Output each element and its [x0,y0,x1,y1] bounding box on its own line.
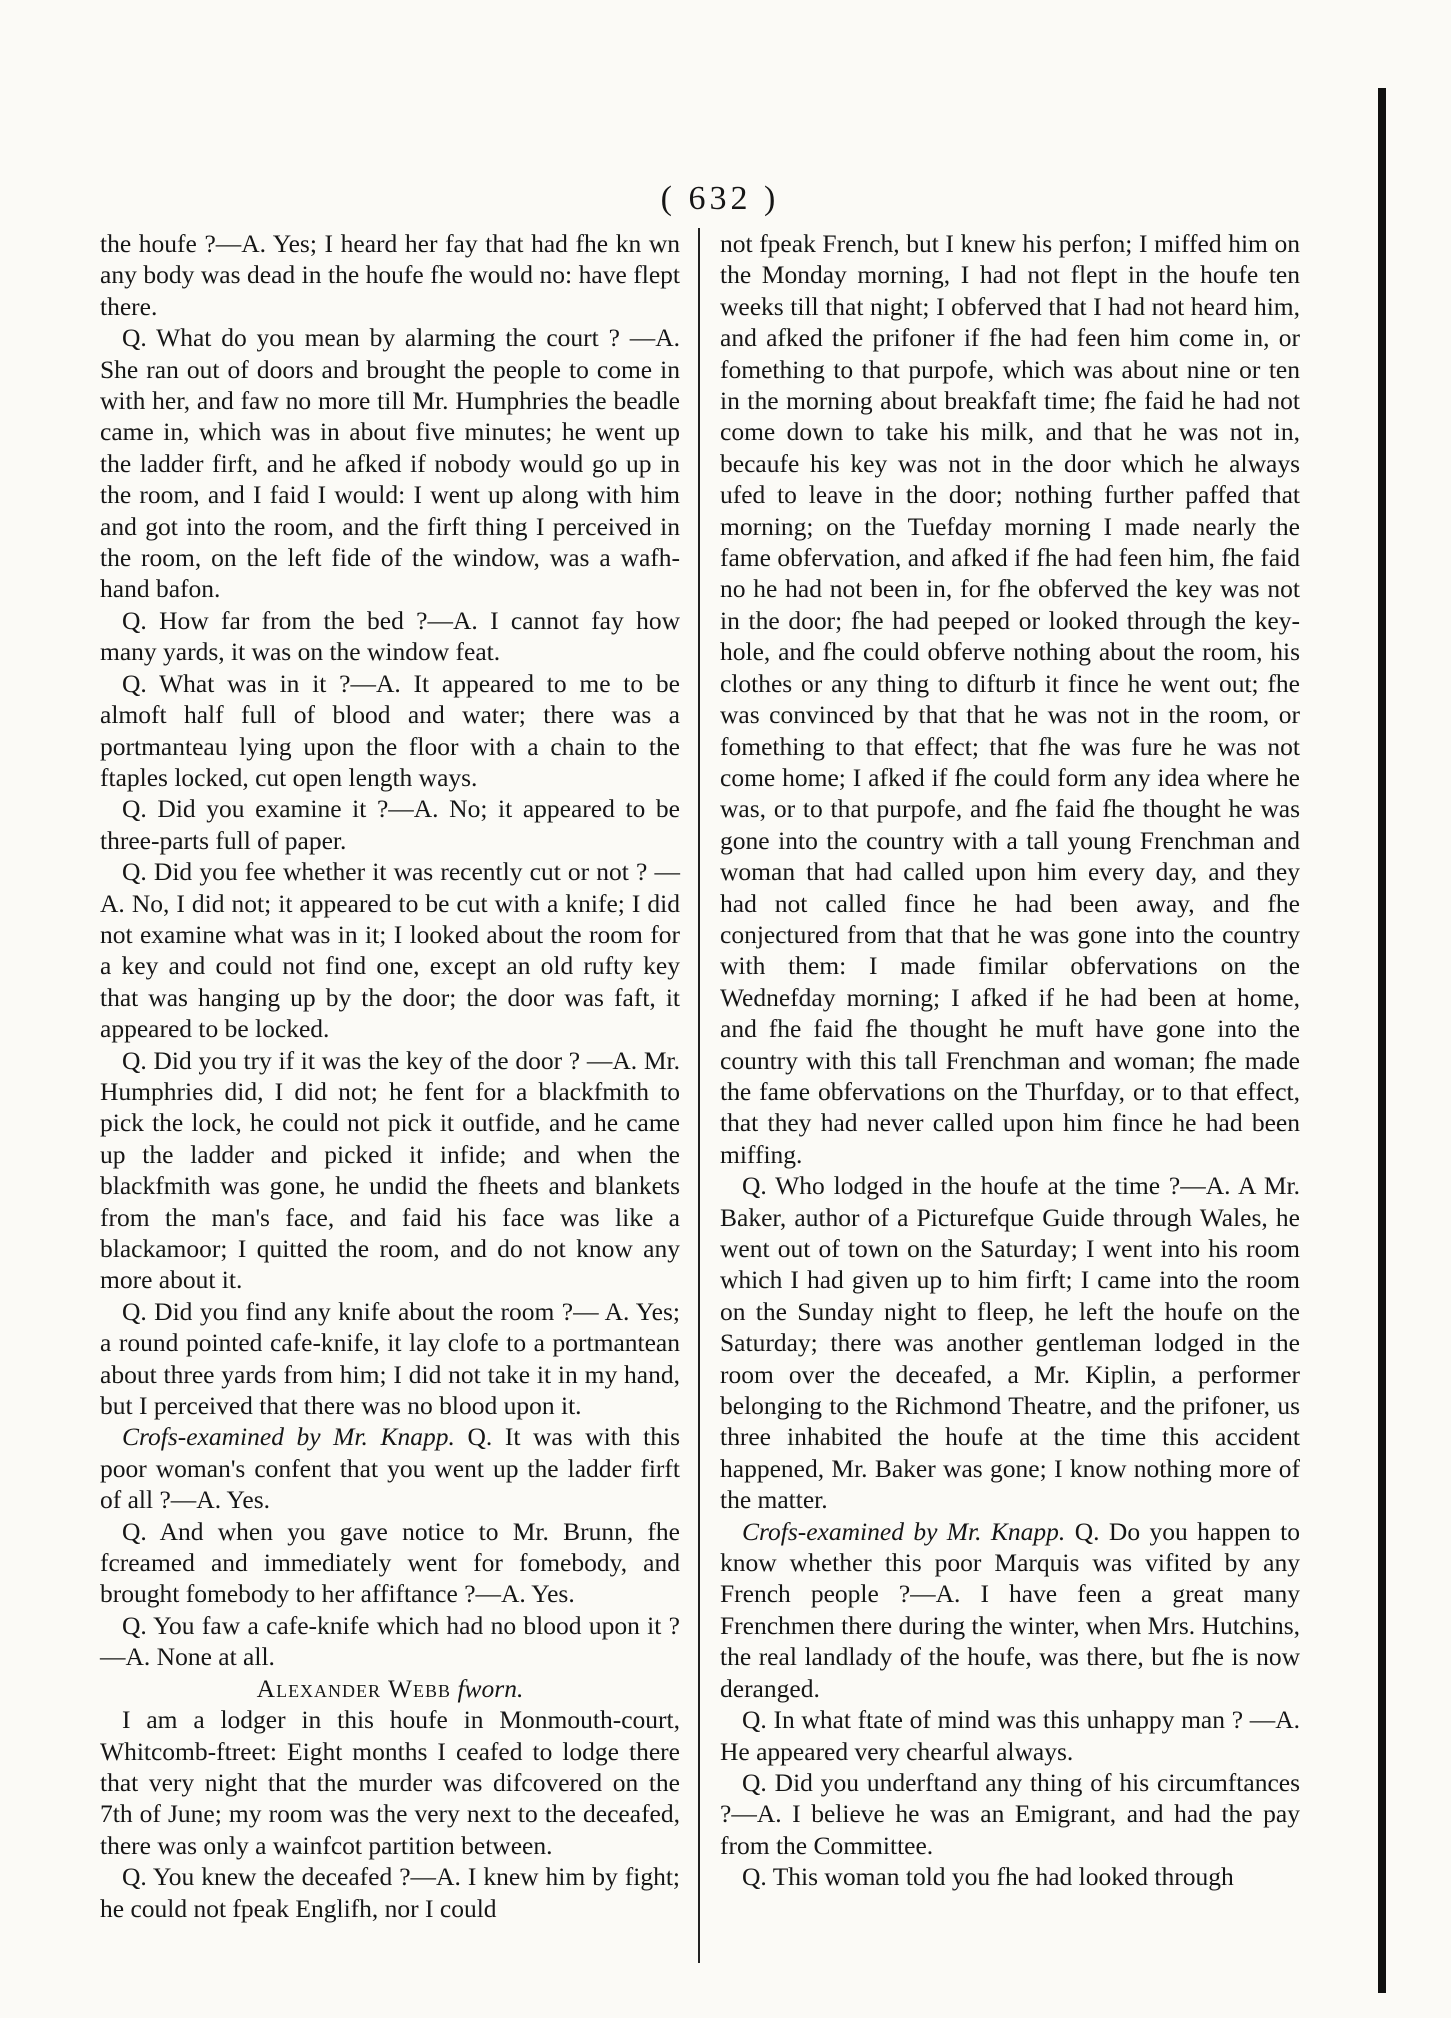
testimony-paragraph [100,668,680,794]
testimony-paragraph [100,1861,680,1924]
testimony-paragraph [100,605,680,668]
cross-examination-label: Crofs-examined by Mr. Knapp. [742,1516,1066,1546]
testimony-paragraph [720,228,1300,1170]
column-divider [698,228,700,1963]
witness-name: Alexander Webb [256,1673,452,1703]
testimony-paragraph [100,1610,680,1673]
testimony-paragraph [720,1516,1300,1704]
testimony-paragraph [720,1767,1300,1861]
paragraph-text: Q. What was in it ?—A. It appeared to me to be almoft half full of blood and water; there was a portmanteau lying upon the floor with a chain to the ftaples locked, cut open length ways. [100,668,680,792]
paragraph-text: Q. What do you mean by alarming the court ? —A. She ran out of doors and brought the people to come in with her, and faw no more till Mr. Humphries the beadle came in, which was in about five minutes; he went up the ladder firft, and he afked if nobody would go up in the room, and I faid I would: I went up along with him and got into the room, and the firft thing I perceived in the room, on the left fide of the window, was a wafh-hand bafon. [100,323,680,604]
paragraph-text: not fpeak French, but I knew his perfon; I miffed him on the Monday morning, I had not flept in the houfe ten weeks till that night; I obferved that I had not heard him, and afked the prifoner if fhe had feen him come in, or fomething to that purpofe, which was about nine or ten in the morning about breakfaft time; fhe faid he had not come down to take his milk, and that he was not in, becaufe his key was not in the door which he always ufed to leave in the door; nothing further paffed that morning; on the Tuefday morning I made nearly the fame obfervation, and afked if fhe had feen him, fhe faid no he had not been in, for fhe obferved the key was not in the door; fhe had peeped or looked through the key-hole, and fhe could obferve nothing about the room, his clothes or any thing to difturb it fince he went out; fhe was convinced by that that he was not in the room, or fomething to that effect; that fhe was fure he was not come home; I afked if fhe could form any idea where he was, or to that purpofe, and fhe faid fhe thought he was gone into the country with a tall young Frenchman and woman that had called upon him every day, and they had not called fince he had been away, and fhe conjectured from that that he was gone into the country with them: I made fimilar obfervations on the Wednefday morning; I afked if he had been at home, and fhe faid fhe thought he muft have gone into the country with this tall Frenchman and woman; fhe made the fame obfervations on the Thurfday, or to that effect, that they had never called upon him fince he had been miffing. [720,229,1300,1169]
paragraph-text: Q. Did you find any knife about the room ?— A. Yes; a round pointed cafe-knife, it lay clofe to a portmantean about three yards from him; I did not take it in my hand, but I perceived that there was no blood upon it. [100,1296,680,1421]
testimony-paragraph [100,793,680,856]
left-column [100,228,680,1924]
testimony-paragraph [720,1861,1300,1892]
paragraph-text: Q. You knew the deceafed ?—A. I knew him by fight; he could not fpeak Englifh, nor I could [100,1862,680,1923]
testimony-paragraph [100,1516,680,1610]
right-column [720,228,1300,1893]
testimony-paragraph [720,1170,1300,1515]
paragraph-text: Q. Who lodged in the houfe at the time ?—A. A Mr. Baker, author of a Picturefque Guide through Wales, he went out of town on the Saturday; I went into his room which I had given up to him firft; I came into the room on the Sunday night to fleep, he left the houfe on the Saturday; there was another gentleman lodged in the room over the deceafed, a Mr. Kiplin, a performer belonging to the Richmond Theatre, and the prifoner, us three inhabited the houfe at the time this accident happened, Mr. Baker was gone; I know nothing more of the matter. [720,1171,1300,1515]
paragraph-text: Q. How far from the bed ?—A. I cannot fay how many yards, it was on the window feat. [100,605,680,667]
paragraph-text: Q. Did you underftand any thing of his circumftances ?—A. I believe he was an Emigrant, and had the pay from the Committee. [720,1767,1300,1860]
paragraph-text: Q. You faw a cafe-knife which had no blood upon it ?—A. None at all. [100,1610,680,1672]
paragraph-text: Q. It was with this poor woman's confent that you went up the ladder firft of all ?—A. Yes. [100,1422,681,1515]
witness-heading [100,1673,680,1704]
paragraph-text: Q. Did you fee whether it was recently cut or not ? —A. No, I did not; it appeared to be cut with a knife; I did not examine what was in it; I looked about the room for a key and could not find one, except an old rufty key that was hanging up by the door; the door was faft, it appeared to be locked. [100,857,680,1044]
testimony-paragraph [100,1704,680,1861]
paragraph-text: I am a lodger in this houfe in Monmouth-court, Whitcomb-ftreet: Eight months I ceafed to lodge there that very night that the murder was difcovered on the 7th of June; my room was the very next to the deceafed, there was only a wainfcot partition between. [100,1705,680,1860]
testimony-paragraph [100,856,680,1044]
binding-edge-rule [1378,88,1386,1993]
sworn-label: fworn. [457,1673,524,1703]
paragraph-text: Q. Did you examine it ?—A. No; it appeared to be three-parts full of paper. [100,794,680,855]
testimony-paragraph [100,228,680,322]
paragraph-text: Q. Do you happen to know whether this poor Marquis was vifited by any French people ?—A. I have feen a great many Frenchmen there during the winter, when Mrs. Hutchins, the real landlady of the houfe, was there, but fhe is now deranged. [720,1516,1300,1703]
testimony-paragraph [100,1045,680,1296]
paragraph-text: the houfe ?—A. Yes; I heard her fay that had fhe kn wn any body was dead in the houfe fhe would no: have flept there. [100,229,680,321]
cross-examination-label: Crofs-examined by Mr. Knapp. [122,1422,455,1452]
testimony-paragraph [100,322,680,605]
paragraph-text: Q. This woman told you fhe had looked through [742,1862,1234,1892]
testimony-paragraph [100,1421,680,1515]
page-number: ( 632 ) [660,180,780,217]
paragraph-text: Q. And when you gave notice to Mr. Brunn, fhe fcreamed and immediately went for fomebody, and brought fomebody to her affiftance ?—A. Yes. [100,1516,680,1609]
testimony-paragraph [720,1704,1300,1767]
paragraph-text: Q. Did you try if it was the key of the door ? —A. Mr. Humphries did, I did not; he fent for a blackfmith to pick the lock, he could not pick it outfide, and he came up the ladder and picked it infide; and when the blackfmith was gone, he undid the fheets and blankets from the man's face, and faid his face was like a blackamoor; I quitted the room, and do not know any more about it. [100,1045,680,1295]
paragraph-text: Q. In what ftate of mind was this unhappy man ? —A. He appeared very chearful always. [720,1705,1300,1766]
testimony-paragraph [100,1296,680,1422]
